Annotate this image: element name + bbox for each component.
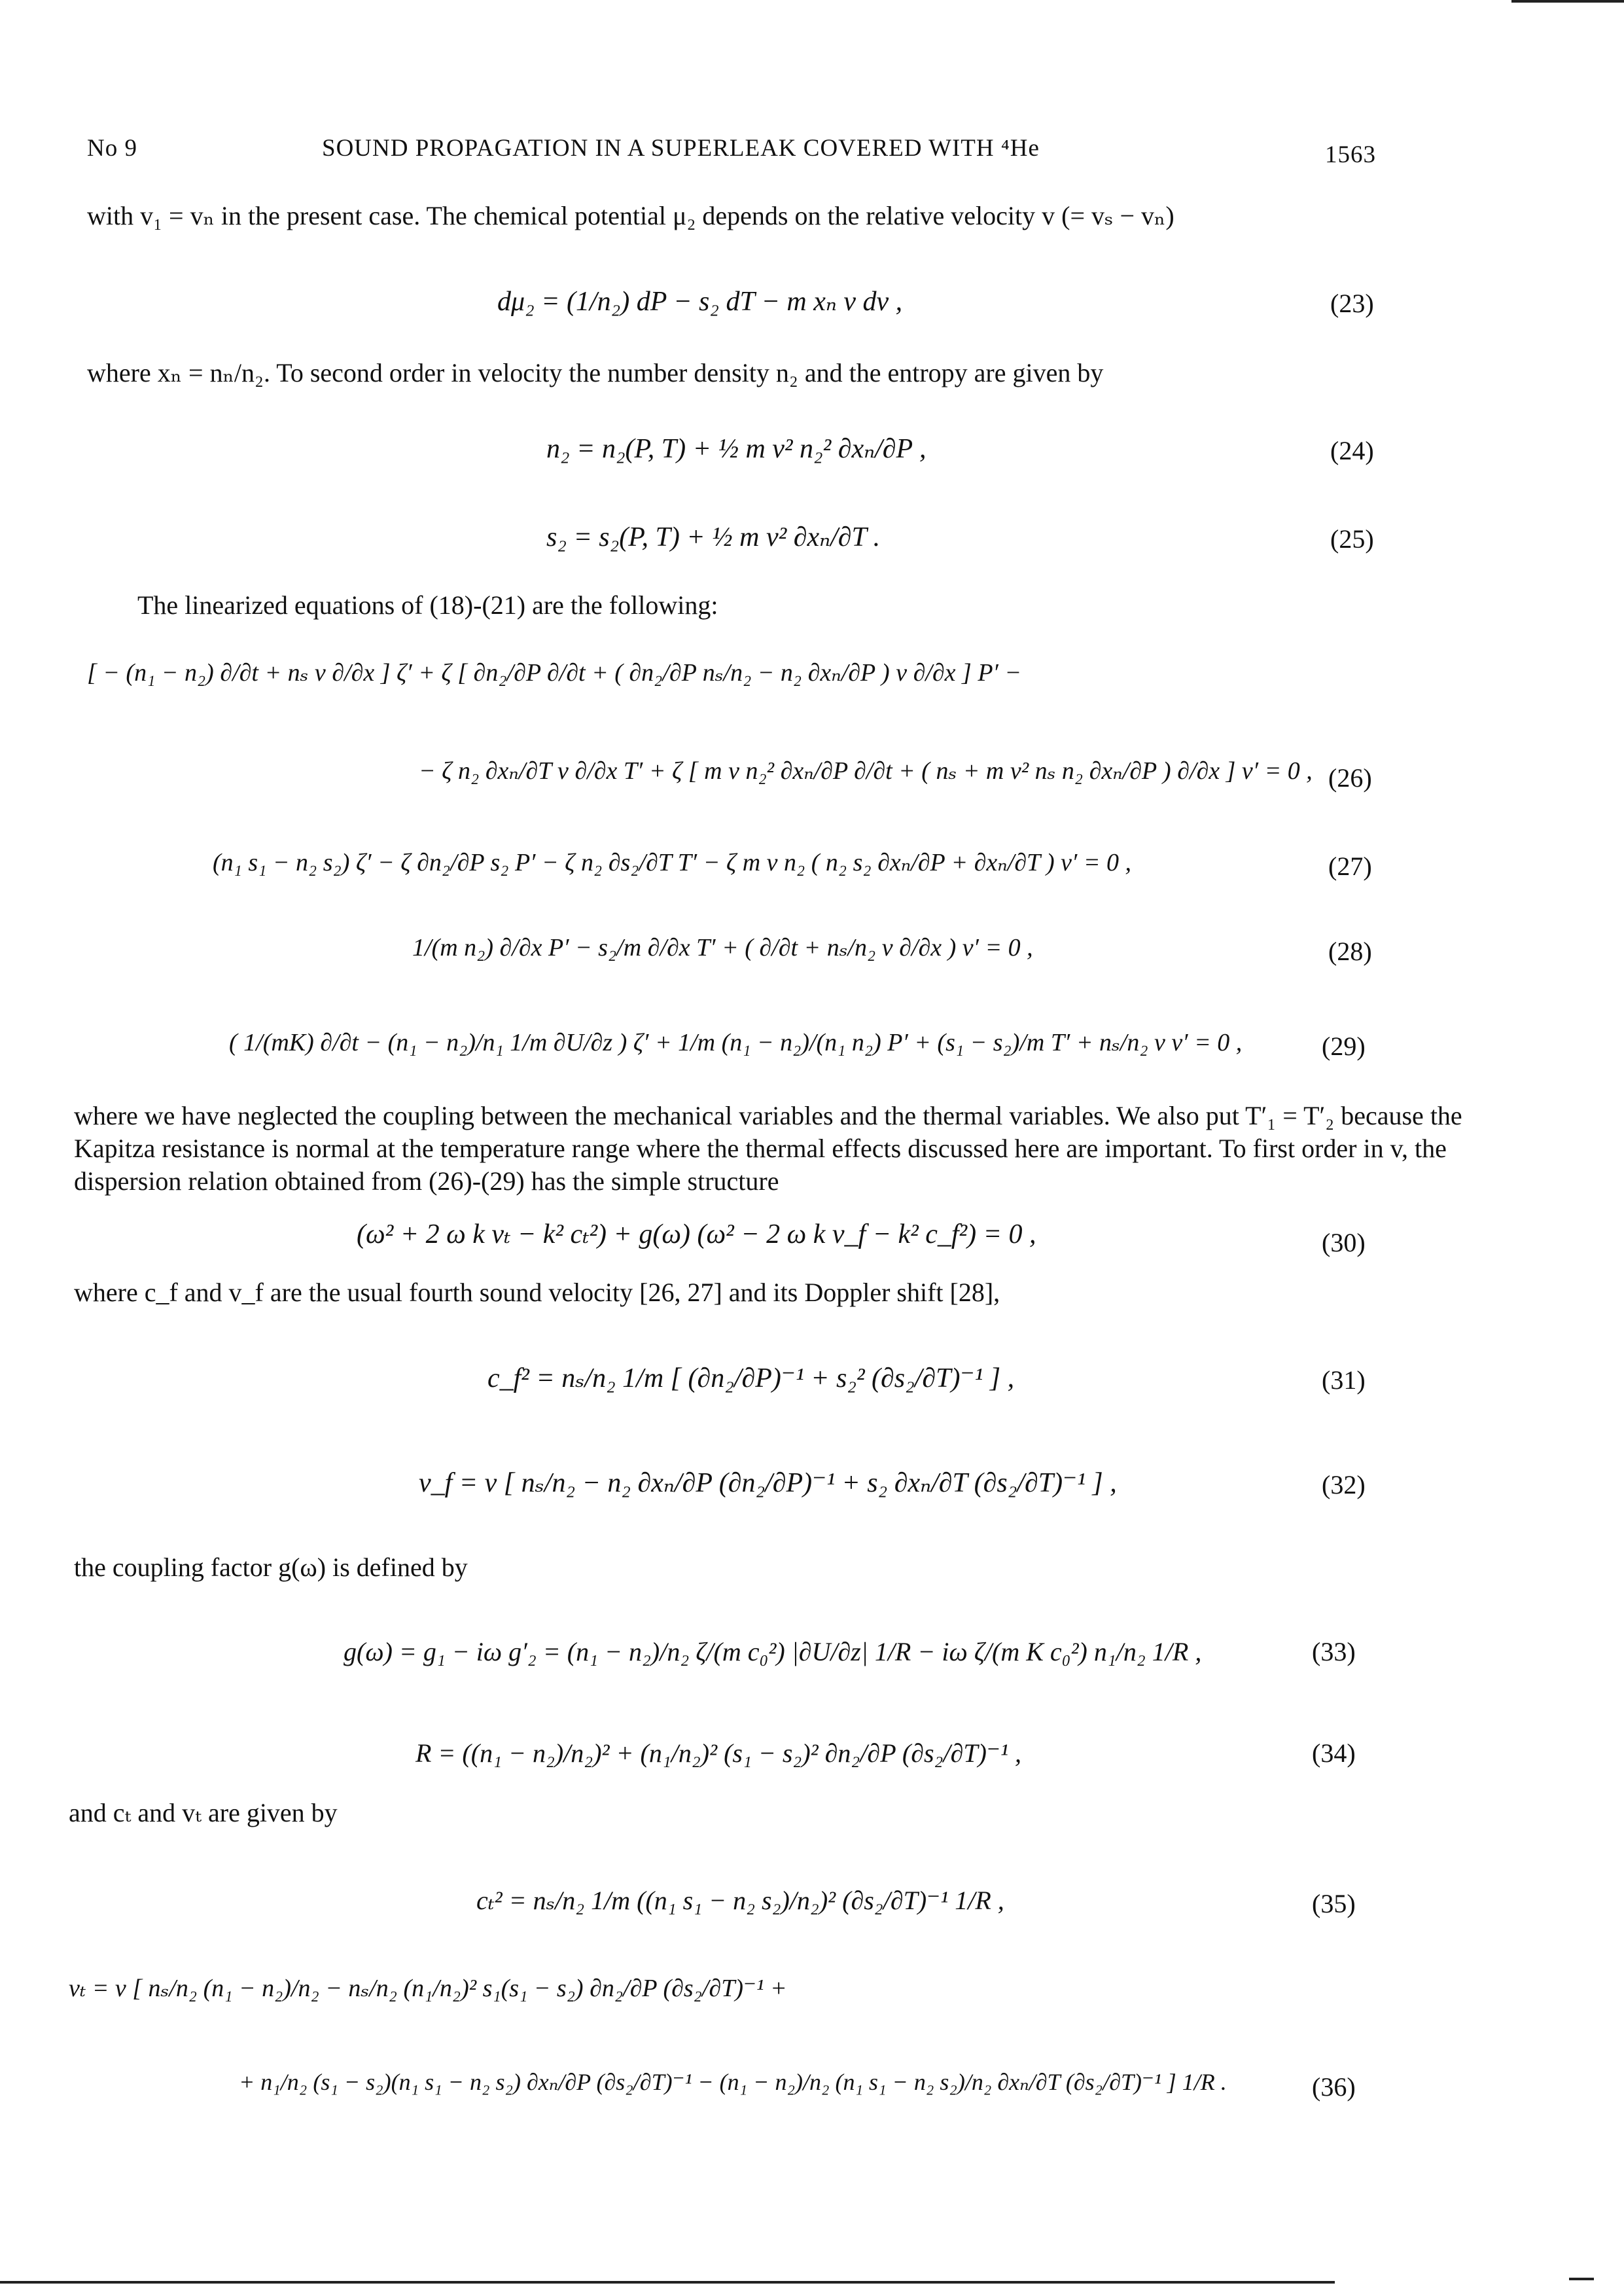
equation-36-line-2: + n₁/n₂ (s₁ − s₂)(n₁ s₁ − n₂ s₂) ∂xₙ/∂P (∂s₂/∂T)⁻¹ − (n₁ − n₂)/n₂ (n₁ s₁ − n₂ s₂)/n₂ ∂xₙ/∂T (∂s₂/∂T)⁻¹ ] 1/R . [239, 2069, 1227, 2095]
right-margin-mark [1569, 2278, 1594, 2280]
equation-number-28: (28) [1328, 937, 1372, 966]
running-title: SOUND PROPAGATION IN A SUPERLEAK COVERED WITH ⁴He [322, 135, 1040, 162]
equation-number-23: (23) [1330, 289, 1374, 318]
paragraph-second-order: where xₙ = nₙ/n₂. To second order in velocity the number density n₂ and the entropy are given by [87, 358, 1104, 387]
equation-24: n₂ = n₂(P, T) + ½ m v² n₂² ∂xₙ/∂P , [546, 434, 927, 464]
bottom-edge-rule [0, 2281, 1335, 2284]
section-number: No 9 [87, 135, 137, 162]
equation-29: ( 1/(mK) ∂/∂t − (n₁ − n₂)/n₁ 1/m ∂U/∂z ) ζ′ + 1/m (n₁ − n₂)/(n₁ n₂) P′ + (s₁ − s₂)/m T′ + nₛ/n₂ v v′ = 0 , [229, 1029, 1243, 1056]
equation-26-line-2: − ζ n₂ ∂xₙ/∂T v ∂/∂x T′ + ζ [ m v n₂² ∂xₙ/∂P ∂/∂t + ( nₛ + m v² nₛ n₂ ∂xₙ/∂P ) ∂/∂x ] v′ = 0 , [419, 757, 1313, 785]
equation-32: v_f = v [ nₛ/n₂ − n₂ ∂xₙ/∂P (∂n₂/∂P)⁻¹ + s₂ ∂xₙ/∂T (∂s₂/∂T)⁻¹ ] , [419, 1468, 1117, 1498]
equation-35: cₜ² = nₛ/n₂ 1/m ((n₁ s₁ − n₂ s₂)/n₂)² (∂s₂/∂T)⁻¹ 1/R , [476, 1886, 1004, 1915]
paragraph-ct-vt: and cₜ and vₜ are given by [69, 1798, 338, 1827]
equation-number-32: (32) [1322, 1470, 1366, 1499]
paragraph-coupling-factor: the coupling factor g(ω) is defined by [74, 1552, 468, 1582]
paragraph-fourth-sound: where c_f and v_f are the usual fourth sound velocity [26, 27] and its Doppler shift [28], [74, 1278, 1000, 1307]
paragraph-linearized: The linearized equations of (18)-(21) are the following: [137, 590, 718, 620]
equation-36-line-1: vₜ = v [ nₛ/n₂ (n₁ − n₂)/n₂ − nₛ/n₂ (n₁/n₂)² s₁(s₁ − s₂) ∂n₂/∂P (∂s₂/∂T)⁻¹ + [69, 1975, 787, 2002]
equation-number-31: (31) [1322, 1365, 1366, 1395]
equation-number-25: (25) [1330, 524, 1374, 554]
page-number: 1563 [1325, 141, 1376, 168]
equation-number-35: (35) [1312, 1889, 1356, 1918]
equation-34: R = ((n₁ − n₂)/n₂)² + (n₁/n₂)² (s₁ − s₂)² ∂n₂/∂P (∂s₂/∂T)⁻¹ , [415, 1738, 1022, 1768]
equation-number-24: (24) [1330, 436, 1374, 465]
equation-number-33: (33) [1312, 1637, 1356, 1666]
equation-30: (ω² + 2 ω k vₜ − k² cₜ²) + g(ω) (ω² − 2 ω k v_f − k² c_f²) = 0 , [357, 1219, 1036, 1249]
equation-number-30: (30) [1322, 1228, 1366, 1257]
equation-31: c_f² = nₛ/n₂ 1/m [ (∂n₂/∂P)⁻¹ + s₂² (∂s₂/∂T)⁻¹ ] , [487, 1363, 1015, 1393]
equation-number-29: (29) [1322, 1031, 1366, 1061]
paragraph-coupling: where we have neglected the coupling between the mechanical variables and the thermal variables. We also put T′₁ = T′₂ because the Kapitza resistance is normal at the temperature range where the thermal effects discussed here are important. To first order in v, the dispersion relation obtained from (26)-(29) has the simple structure [74, 1101, 1462, 1196]
equation-number-26: (26) [1328, 763, 1372, 793]
equation-26-line-1: [ − (n₁ − n₂) ∂/∂t + nₛ v ∂/∂x ] ζ′ + ζ [ ∂n₂/∂P ∂/∂t + ( ∂n₂/∂P nₛ/n₂ − n₂ ∂xₙ/∂P ) v ∂/∂x ] P′ − [87, 659, 1022, 687]
equation-number-36: (36) [1312, 2072, 1356, 2102]
equation-33: g(ω) = g₁ − iω g′₂ = (n₁ − n₂)/n₂ ζ/(m c₀²) |∂U/∂z| 1/R − iω ζ/(m K c₀²) n₁/n₂ 1/R , [344, 1637, 1202, 1666]
equation-number-27: (27) [1328, 852, 1372, 881]
equation-25: s₂ = s₂(P, T) + ½ m v² ∂xₙ/∂T . [546, 522, 881, 552]
equation-23: dμ₂ = (1/n₂) dP − s₂ dT − m xₙ v dv , [497, 287, 903, 317]
equation-27: (n₁ s₁ − n₂ s₂) ζ′ − ζ ∂n₂/∂P s₂ P′ − ζ n₂ ∂s₂/∂T T′ − ζ m v n₂ ( n₂ s₂ ∂xₙ/∂P + ∂xₙ/∂T ) v′ = 0 , [213, 849, 1131, 876]
paragraph-chemical-potential: with v₁ = vₙ in the present case. The chemical potential μ₂ depends on the relative velocity v (= vₛ − vₙ) [87, 201, 1174, 230]
top-right-edge-rule [1511, 0, 1624, 3]
equation-number-34: (34) [1312, 1738, 1356, 1768]
equation-28: 1/(m n₂) ∂/∂x P′ − s₂/m ∂/∂x T′ + ( ∂/∂t + nₛ/n₂ v ∂/∂x ) v′ = 0 , [412, 934, 1033, 961]
